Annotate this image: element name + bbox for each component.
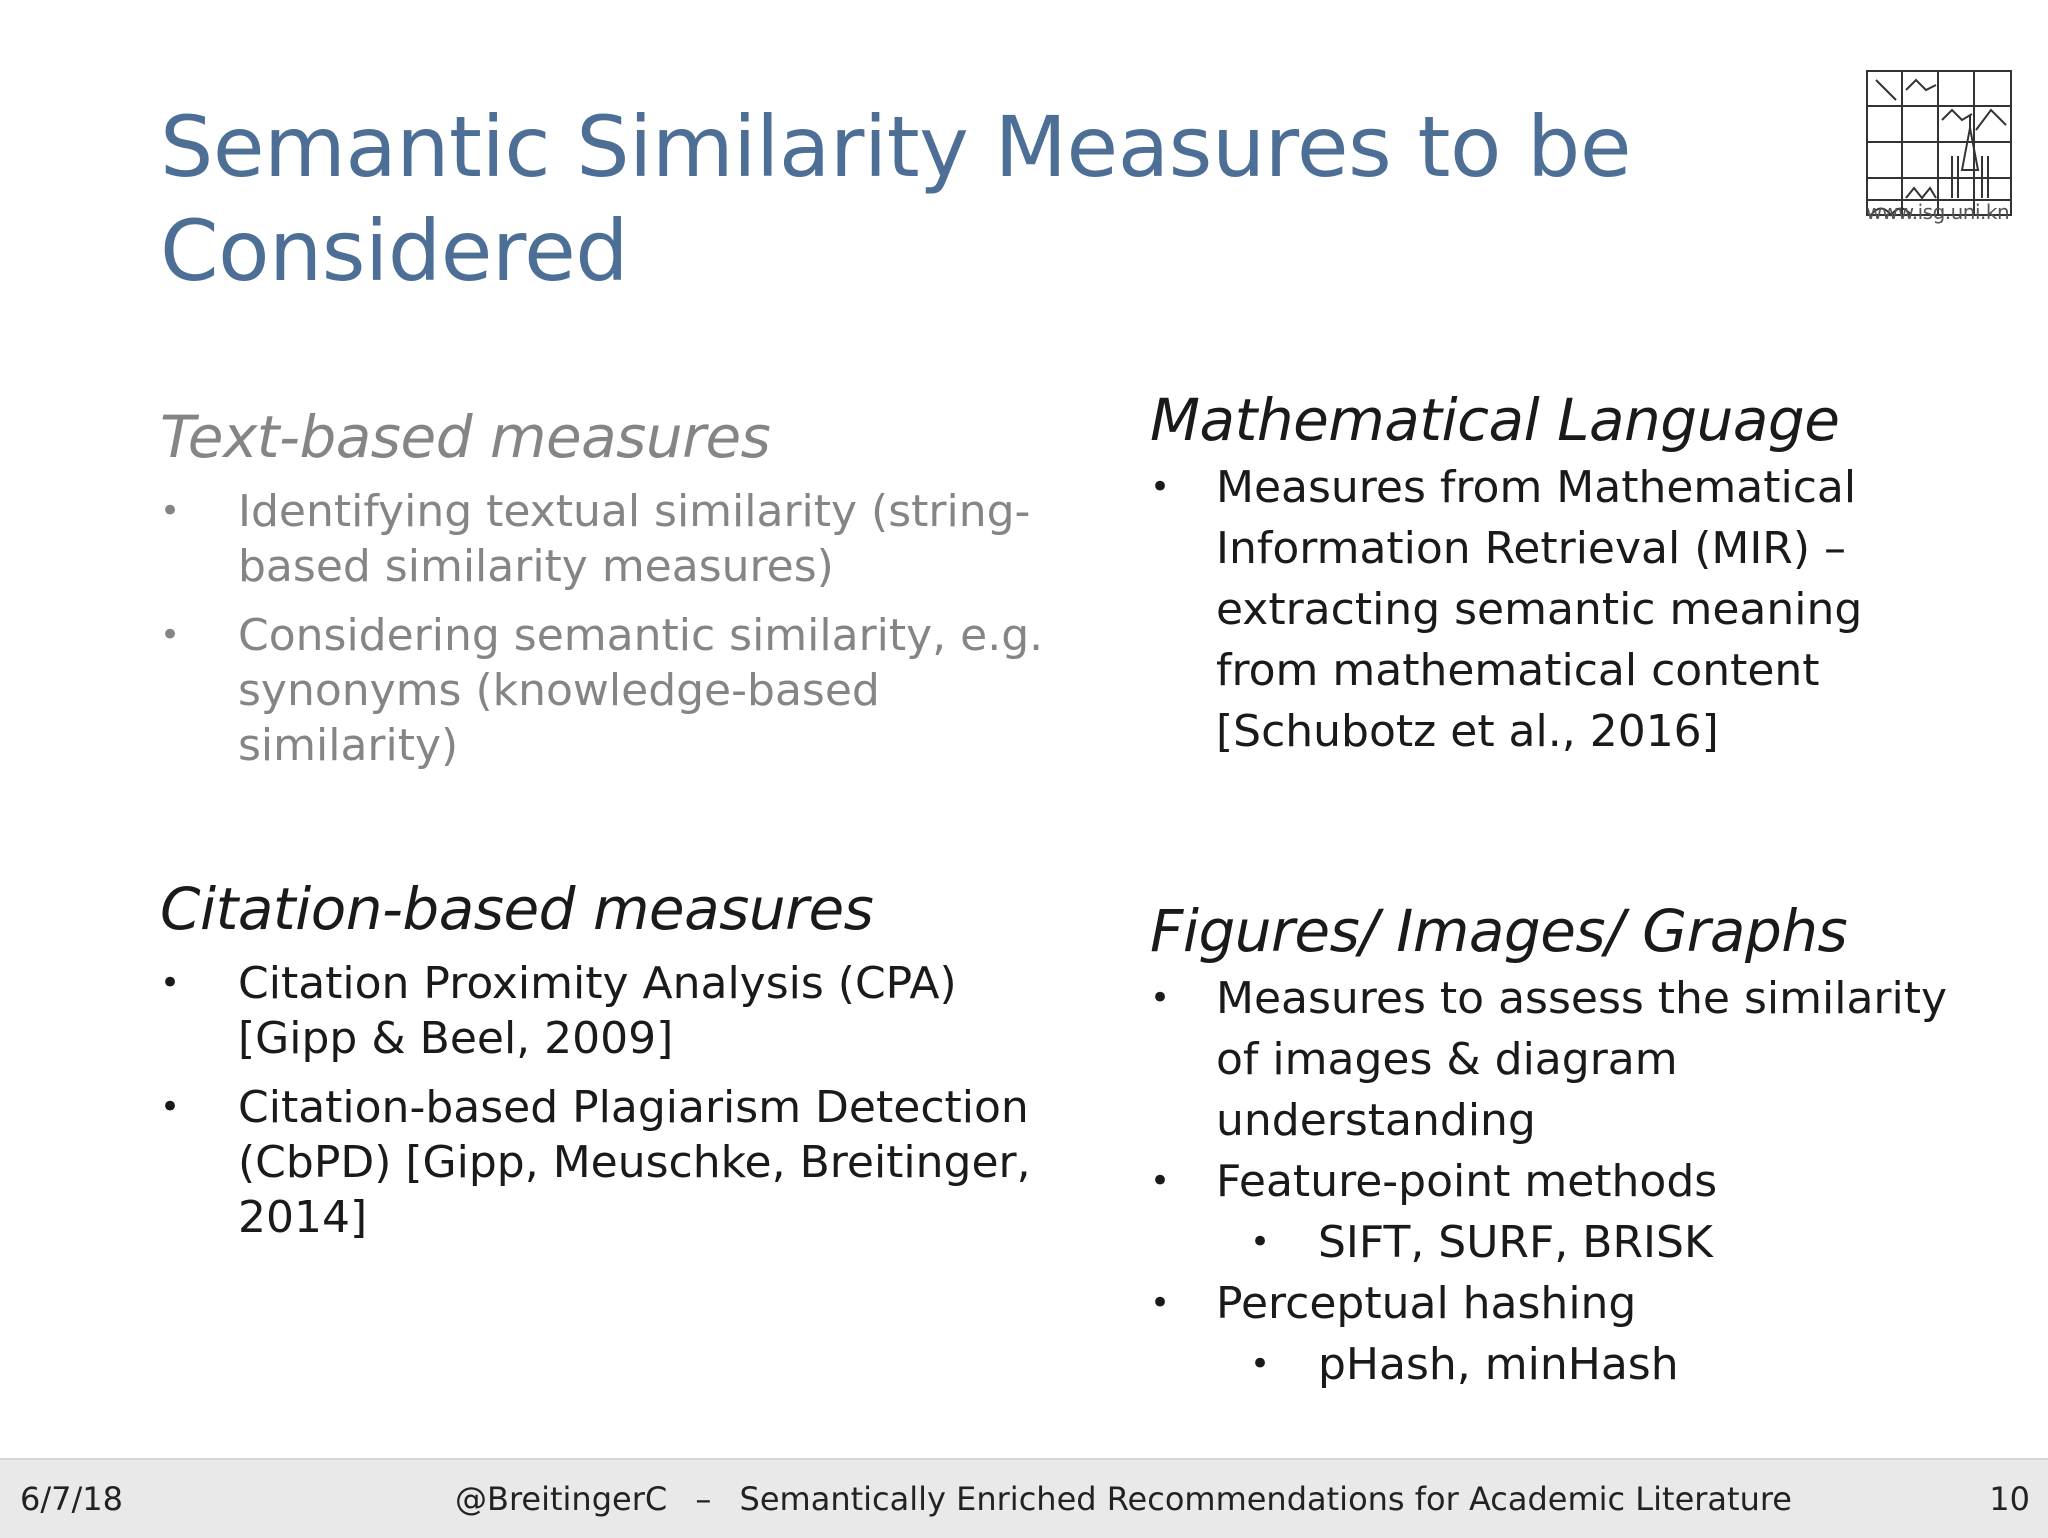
bullet-dot-icon: • [160,1087,181,1127]
section-text-based [160,402,1060,787]
section-heading: Text-based measures [160,403,771,471]
bullet-list [1150,968,1990,1395]
list-item: • Citation-based Plagiarism Detection (CbPD) [Gipp, Meuschke, Breitinger, 2014] [160,1082,1031,1243]
footer-center [455,1480,1792,1518]
list-item: • Citation Proximity Analysis (CPA) [Gipp & Beel, 2009] [160,958,957,1064]
footer-talk-title: Semantically Enriched Recommendations for Academic Literature [739,1480,1792,1518]
list-item: • Identifying textual similarity (string-based similarity measures) [160,486,1031,592]
bullet-dot-icon: • [160,491,181,531]
bullet-list [160,956,1040,1245]
section-citation-based [160,874,1040,1259]
list-item: • Measures from Mathematical Information Retrieval (MIR) – extracting semantic meaning from mathematical content [Schubotz et al., 2016] [1150,457,1950,762]
section-heading: Mathematical Language [1150,386,1840,454]
section-heading: Figures/ Images/ Graphs [1150,897,1848,965]
list-item: • Feature-point methods [1150,1151,1990,1212]
bullet-dot-icon: • [1150,1283,1171,1323]
section-heading: Citation-based measures [160,875,874,943]
sub-list-item: • pHash, minHash [1150,1334,1990,1395]
list-item: • Perceptual hashing [1150,1273,1990,1334]
logo-url: www.isg.uni.kn [1866,200,2010,224]
bullet-dot-icon: • [1150,1161,1171,1201]
footer-handle: @BreitingerC [455,1480,668,1518]
section-figures [1150,896,1990,1395]
bullet-dot-icon: • [1150,467,1171,507]
footer-page-number: 10 [1989,1480,2030,1518]
bullet-list [1150,457,1950,762]
footer-separator: – [695,1480,712,1518]
section-math-language [1150,385,1950,762]
list-item: • Considering semantic similarity, e.g. synonyms (knowledge-based similarity) [160,610,1044,771]
sub-list-item: • SIFT, SURF, BRISK [1150,1212,1990,1273]
slide-title: Semantic Similarity Measures to be Considered [160,98,1632,300]
bullet-dot-icon: • [1250,1222,1271,1262]
bullet-dot-icon: • [160,615,181,655]
slide-footer [0,1458,2048,1538]
bullet-dot-icon: • [1250,1344,1271,1384]
bullet-dot-icon: • [160,963,181,1003]
list-item: • Measures to assess the similarity of images & diagram understanding [1150,968,1990,1151]
footer-date: 6/7/18 [20,1480,123,1518]
bullet-dot-icon: • [1150,978,1171,1018]
bullet-list [160,484,1060,773]
